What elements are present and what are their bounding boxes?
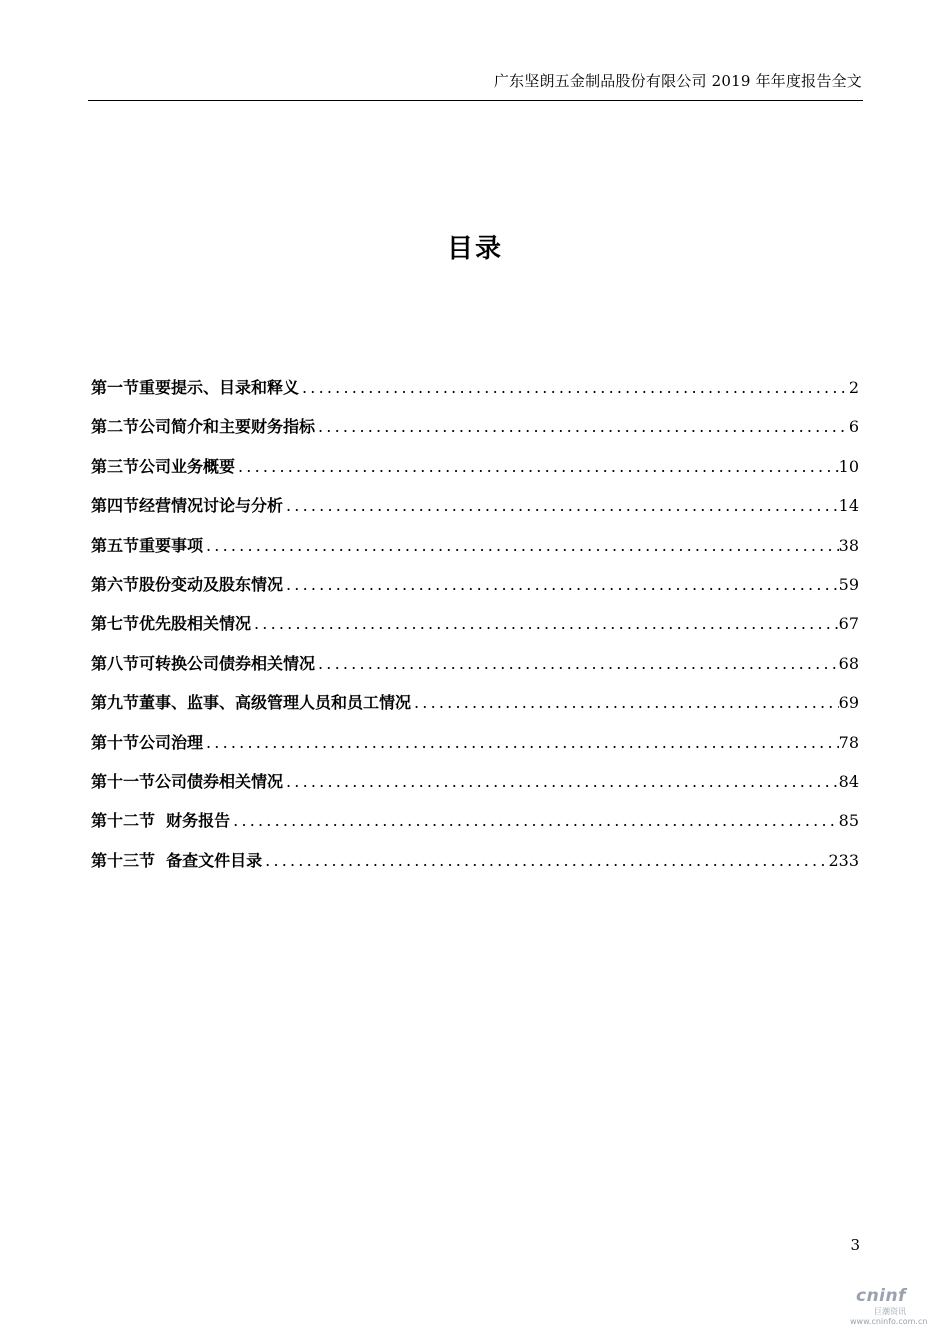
- running-header: 广东坚朗五金制品股份有限公司 2019 年年度报告全文: [493, 72, 862, 90]
- toc-entry-label: 第八节可转换公司债券相关情况: [91, 653, 316, 673]
- toc-entry-page: 2: [848, 378, 859, 397]
- toc-entry[interactable]: [91, 808, 859, 847]
- toc-dot-leader: [411, 693, 839, 712]
- toc-entry[interactable]: [91, 690, 859, 729]
- toc-dot-leader: [299, 378, 849, 397]
- toc-entry[interactable]: [91, 533, 859, 572]
- toc-dot-leader: [203, 536, 839, 555]
- toc-entry-page: 38: [838, 535, 859, 555]
- toc-entry-label: 第十二节 财务报告: [91, 811, 231, 831]
- toc-entry-label: 第九节董事、监事、高级管理人员和员工情况: [91, 693, 412, 713]
- toc-entry-page: 85: [838, 811, 859, 831]
- toc-title: 目录: [446, 234, 503, 264]
- toc-dot-leader: [235, 457, 839, 476]
- cninfo-watermark: [850, 1286, 938, 1330]
- toc-entry[interactable]: [91, 611, 859, 650]
- toc-entry-page: 69: [838, 693, 859, 713]
- watermark-url: www.cninfo.com.cn: [850, 1317, 928, 1326]
- toc-entry-label: 第三节公司业务概要: [91, 456, 236, 476]
- toc-dot-leader: [315, 654, 839, 673]
- toc-entry-page: 78: [838, 732, 859, 752]
- toc-entry[interactable]: [91, 848, 859, 887]
- toc-dot-leader: [262, 851, 828, 870]
- toc-entry[interactable]: [91, 651, 859, 690]
- watermark-subtitle: 巨潮资讯: [874, 1307, 906, 1316]
- toc-entry[interactable]: [91, 414, 859, 453]
- toc-entry[interactable]: [91, 572, 859, 611]
- toc-entry-page: 6: [848, 417, 859, 437]
- toc-dot-leader: [283, 575, 839, 594]
- toc-entry[interactable]: [91, 454, 859, 493]
- toc-list: [91, 375, 859, 887]
- toc-entry-label: 第一节重要提示、目录和释义: [91, 378, 300, 397]
- toc-dot-leader: [230, 811, 838, 830]
- toc-entry-page: 10: [838, 456, 859, 476]
- toc-entry-label: 第六节股份变动及股东情况: [91, 574, 284, 594]
- toc-entry[interactable]: [91, 730, 859, 769]
- toc-entry-page: 59: [838, 574, 859, 594]
- toc-entry-label: 第七节优先股相关情况: [91, 614, 252, 634]
- toc-dot-leader: [315, 417, 849, 436]
- toc-entry[interactable]: [91, 375, 859, 414]
- toc-entry-label: 第二节公司简介和主要财务指标: [91, 417, 316, 437]
- toc-dot-leader: [283, 496, 839, 515]
- toc-entry[interactable]: [91, 493, 859, 532]
- toc-entry-page: 84: [838, 771, 859, 791]
- toc-entry-label: 第十三节 备查文件目录: [91, 850, 263, 870]
- cninfo-logo-icon: cninf: [856, 1286, 907, 1306]
- header-divider: [88, 100, 863, 101]
- toc-entry-label: 第四节经营情况讨论与分析: [91, 496, 284, 516]
- page-number: 3: [850, 1236, 860, 1254]
- toc-entry[interactable]: [91, 769, 859, 808]
- toc-entry-label: 第五节重要事项: [91, 535, 204, 555]
- toc-dot-leader: [283, 772, 839, 791]
- toc-entry-label: 第十节公司治理: [91, 732, 204, 752]
- toc-entry-label: 第十一节公司债券相关情况: [91, 771, 284, 791]
- toc-entry-page: 233: [828, 850, 859, 870]
- toc-entry-page: 68: [838, 653, 859, 673]
- toc-dot-leader: [251, 614, 839, 633]
- toc-entry-page: 67: [838, 614, 859, 634]
- toc-entry-page: 14: [838, 496, 859, 516]
- toc-dot-leader: [203, 733, 839, 752]
